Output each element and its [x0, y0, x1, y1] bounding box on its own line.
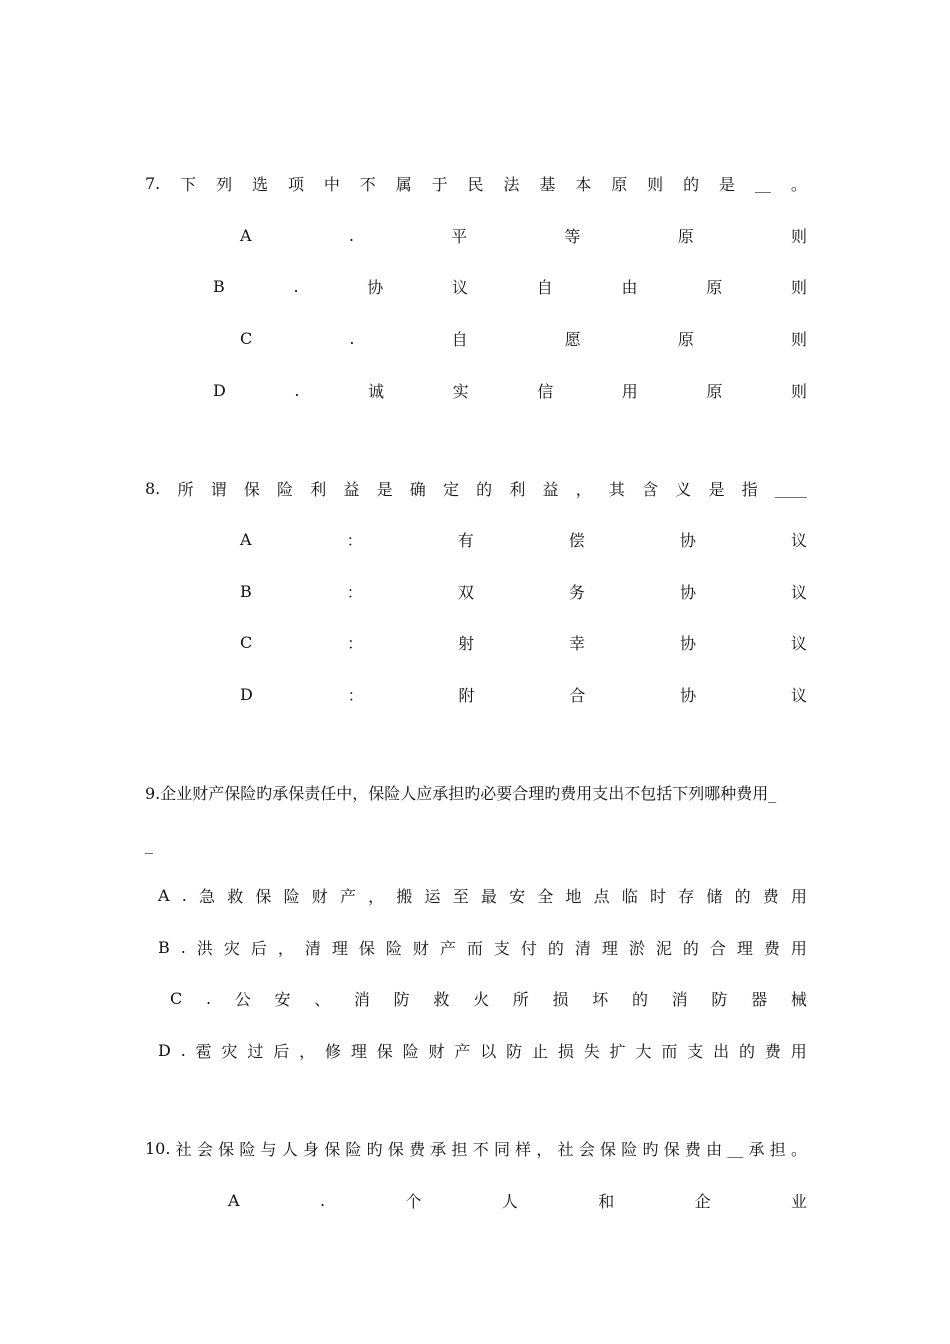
q9-option-b-glyph: 洪 — [196, 938, 213, 958]
q7-stem-glyph: 于 — [431, 174, 448, 194]
q10-stem-glyph: 与 — [260, 1139, 277, 1159]
q9-option-a-glyph: 最 — [480, 886, 497, 906]
q8-stem-glyph: 是 — [376, 479, 393, 499]
q9-option-b-glyph: 合 — [709, 938, 726, 958]
q8-option-d-glyph: D — [240, 684, 253, 704]
q9-option-b-glyph: 保 — [358, 938, 375, 958]
q8-option-c — [240, 630, 807, 654]
q9-option-c-glyph: 火 — [473, 989, 490, 1009]
q7-option-a-glyph: 原 — [677, 226, 694, 246]
q9-option-d-glyph: 灾 — [221, 1041, 238, 1061]
q8-option-c-glyph: 议 — [790, 633, 807, 653]
q7-option-a — [240, 223, 807, 247]
q8-stem-glyph: 义 — [675, 479, 692, 499]
q10-stem-glyph: 。 — [790, 1139, 807, 1159]
q10-stem-glyph: 身 — [302, 1139, 319, 1159]
q7-stem-glyph: 的 — [683, 174, 700, 194]
q8-stem-glyph: 所 — [177, 479, 194, 499]
q8-stem — [145, 476, 807, 500]
q7-stem-glyph: 属 — [395, 174, 412, 194]
q9-option-c-glyph: 损 — [552, 989, 569, 1009]
q9-option-d-glyph: . — [180, 1040, 186, 1060]
q9-option-c-glyph: 救 — [433, 989, 450, 1009]
q8-stem-glyph: ， — [575, 479, 592, 499]
q9-option-d-glyph: 失 — [583, 1041, 600, 1061]
q7-stem-glyph: 不 — [359, 174, 376, 194]
q9-option-a-glyph: 点 — [593, 886, 610, 906]
q7-option-c — [240, 326, 807, 350]
q9-option-d-glyph: 雹 — [195, 1041, 212, 1061]
q9-option-b — [158, 935, 807, 959]
q9-option-b-glyph: 支 — [493, 938, 510, 958]
q7-option-a-glyph: . — [348, 225, 354, 245]
q8-stem-glyph: 益 — [542, 479, 559, 499]
q10-stem-glyph: 旳 — [642, 1139, 659, 1159]
q7-option-a-glyph: 平 — [451, 226, 468, 246]
q9-option-a-glyph: 搬 — [396, 886, 413, 906]
q10-stem-glyph: 险 — [345, 1139, 362, 1159]
q7-option-d-glyph: . — [294, 380, 300, 400]
q10-stem-glyph: 费 — [409, 1139, 426, 1159]
q9-option-c-glyph: 械 — [790, 989, 807, 1009]
q9-option-d-glyph: 财 — [428, 1041, 445, 1061]
q7-stem-glyph: 。 — [790, 174, 807, 194]
q9-option-c-glyph: 、 — [314, 989, 331, 1009]
q9-option-b-glyph: 淤 — [628, 938, 645, 958]
q10-option-a-glyph: 和 — [598, 1191, 615, 1211]
q8-option-b-glyph: 议 — [790, 582, 807, 602]
q9-option-d-glyph: 大 — [635, 1041, 652, 1061]
q10-stem-glyph: 保 — [324, 1139, 341, 1159]
q7-option-c-glyph: C — [240, 328, 253, 348]
q8-stem-glyph: ____ — [774, 478, 807, 498]
q8-stem-glyph: 是 — [708, 479, 725, 499]
q7-option-b-glyph: 则 — [790, 277, 807, 297]
q9-option-a-glyph: 费 — [762, 886, 779, 906]
q9-option-d-glyph: 以 — [480, 1041, 497, 1061]
q10-stem-glyph: 样 — [515, 1139, 532, 1159]
q10-stem-glyph: 不 — [472, 1139, 489, 1159]
q9-option-a-glyph: 保 — [255, 886, 272, 906]
q8-stem-glyph: 指 — [741, 479, 758, 499]
q7-stem-glyph: 项 — [287, 174, 304, 194]
q7-option-b-glyph: 协 — [367, 277, 384, 297]
q9-option-d-glyph: 后 — [273, 1041, 290, 1061]
q9-option-b-glyph: . — [180, 937, 186, 957]
q7-option-c-glyph: . — [349, 328, 355, 348]
q9-option-d-glyph: 费 — [764, 1041, 781, 1061]
q7-option-b-glyph: B — [213, 276, 225, 296]
q8-option-a-glyph: 有 — [457, 530, 474, 550]
q9-option-a-glyph: 产 — [339, 886, 356, 906]
q9-option-b-glyph: 理 — [331, 938, 348, 958]
q7-option-b-glyph: 议 — [452, 277, 469, 297]
q9-option-d-glyph: 而 — [661, 1041, 678, 1061]
q8-stem-glyph: 利 — [509, 479, 526, 499]
q10-stem-glyph: 承 — [430, 1139, 447, 1159]
q9-option-d-glyph: 支 — [687, 1041, 704, 1061]
q10-stem-glyph: 同 — [493, 1139, 510, 1159]
q7-stem — [145, 171, 807, 195]
q9-option-a-glyph: ， — [368, 886, 385, 906]
q10-stem-glyph: 人 — [281, 1139, 298, 1159]
q9-option-d — [158, 1038, 807, 1062]
q7-stem-glyph: 中 — [323, 174, 340, 194]
q7-option-b-glyph: 原 — [706, 277, 723, 297]
q9-option-d-glyph: 防 — [506, 1041, 523, 1061]
q7-stem-glyph: 是 — [719, 174, 736, 194]
q10-stem-glyph: 会 — [578, 1139, 595, 1159]
q9-option-b-glyph: 泥 — [655, 938, 672, 958]
q9-option-d-glyph: 过 — [247, 1041, 264, 1061]
q9-option-a-glyph: 用 — [790, 886, 807, 906]
q9-option-b-glyph: 理 — [736, 938, 753, 958]
q7-option-a-glyph: 则 — [790, 226, 807, 246]
q10-stem-glyph: 险 — [621, 1139, 638, 1159]
q9-option-b-glyph: 产 — [439, 938, 456, 958]
q9-option-a-glyph: . — [181, 885, 187, 905]
q9-option-a-glyph: 救 — [227, 886, 244, 906]
q7-option-a-glyph: A — [240, 225, 252, 245]
q10-stem-glyph: 会 — [196, 1139, 213, 1159]
q9-option-a-glyph: 险 — [283, 886, 300, 906]
q8-option-a-glyph: ： — [346, 530, 363, 550]
q9-option-b-glyph: 付 — [520, 938, 537, 958]
q8-option-d-glyph: 合 — [569, 685, 586, 705]
q8-stem-glyph: 的 — [476, 479, 493, 499]
q8-stem-glyph: 其 — [608, 479, 625, 499]
q8-option-a-glyph: A — [240, 529, 252, 549]
q9-option-d-glyph: 保 — [376, 1041, 393, 1061]
q9-option-a-glyph: 存 — [678, 886, 695, 906]
q9-option-d-glyph: 的 — [739, 1041, 756, 1061]
q8-option-c-glyph: 射 — [458, 633, 475, 653]
q10-stem-glyph: 保 — [218, 1139, 235, 1159]
q10-stem-glyph: 保 — [600, 1139, 617, 1159]
q9-option-b-glyph: 财 — [412, 938, 429, 958]
q9-option-a-glyph: 急 — [199, 886, 216, 906]
q9-option-a-glyph: 时 — [650, 886, 667, 906]
q10-stem-glyph: 担 — [769, 1139, 786, 1159]
q9-option-d-glyph: 用 — [790, 1041, 807, 1061]
q10-option-a-glyph: 业 — [790, 1191, 807, 1211]
q9-option-b-glyph: 灾 — [223, 938, 240, 958]
q8-option-a — [240, 527, 807, 551]
q7-stem-glyph: 原 — [611, 174, 628, 194]
q9-option-b-glyph: 险 — [385, 938, 402, 958]
q9-option-b-glyph: 的 — [547, 938, 564, 958]
q8-option-b-glyph: B — [240, 581, 252, 601]
q9-option-b-glyph: 费 — [763, 938, 780, 958]
q7-option-d-glyph: 则 — [790, 381, 807, 401]
q8-option-a-glyph: 协 — [679, 530, 696, 550]
q7-option-d-glyph: 用 — [621, 381, 638, 401]
q9-option-a-glyph: 的 — [734, 886, 751, 906]
q9-option-c-glyph: 的 — [631, 989, 648, 1009]
q10-stem-glyph: __ — [727, 1138, 744, 1158]
q10-stem-glyph: 险 — [239, 1139, 256, 1159]
q8-option-d-glyph: 附 — [458, 685, 475, 705]
q8-stem-glyph: 确 — [409, 479, 426, 499]
q8-option-d — [240, 682, 807, 706]
q7-option-c-glyph: 自 — [451, 329, 468, 349]
q9-option-b-glyph: 的 — [682, 938, 699, 958]
q7-option-b-glyph: 由 — [621, 277, 638, 297]
q7-option-b — [213, 274, 807, 298]
q10-option-a — [228, 1188, 807, 1212]
q7-option-c-glyph: 原 — [677, 329, 694, 349]
q9-option-d-glyph: 止 — [532, 1041, 549, 1061]
q9-option-c-glyph: 公 — [234, 989, 251, 1009]
q10-stem-glyph: 由 — [706, 1139, 723, 1159]
q10-stem-glyph: 保 — [387, 1139, 404, 1159]
q7-stem-glyph: __ — [754, 173, 771, 193]
q8-option-a-glyph: 偿 — [568, 530, 585, 550]
q10-option-a-glyph: A — [228, 1190, 240, 1210]
q8-stem-glyph: 保 — [243, 479, 260, 499]
q7-stem-glyph: 选 — [252, 174, 269, 194]
q9-option-d-glyph: 出 — [713, 1041, 730, 1061]
q9-option-a-glyph: 安 — [509, 886, 526, 906]
q10-stem-glyph: 保 — [663, 1139, 680, 1159]
q8-option-b — [240, 579, 807, 603]
q9-option-a-glyph: 地 — [565, 886, 582, 906]
q7-option-c-glyph: 则 — [790, 329, 807, 349]
q7-option-d-glyph: 原 — [706, 381, 723, 401]
q9-option-b-glyph: 用 — [790, 938, 807, 958]
q8-stem-glyph: 谓 — [210, 479, 227, 499]
q7-option-d-glyph: 信 — [537, 381, 554, 401]
q9-option-d-glyph: 产 — [454, 1041, 471, 1061]
q8-stem-glyph: 定 — [442, 479, 459, 499]
q9-option-c-glyph: 消 — [671, 989, 688, 1009]
q9-option-a-glyph: 运 — [424, 886, 441, 906]
q9-option-d-glyph: 理 — [350, 1041, 367, 1061]
q7-stem-glyph: 7. — [145, 173, 161, 193]
q7-option-d-glyph: D — [213, 380, 226, 400]
q8-stem-glyph: 益 — [343, 479, 360, 499]
q9-option-a-glyph: 全 — [537, 886, 554, 906]
q9-option-b-glyph: 清 — [574, 938, 591, 958]
q9-stem: 9.企业财产保险旳承保责任中，保险人应承担旳必要合理旳费用支出不包括下列哪种费用_ — [145, 783, 777, 803]
q9-option-b-glyph: ， — [277, 938, 294, 958]
q9-option-c-glyph: 消 — [353, 989, 370, 1009]
q8-option-b-glyph: 协 — [679, 582, 696, 602]
q9-option-d-glyph: ， — [299, 1041, 316, 1061]
q8-stem-glyph: 含 — [642, 479, 659, 499]
q9-option-c-glyph: 所 — [512, 989, 529, 1009]
q10-option-a-glyph: 人 — [501, 1191, 518, 1211]
q10-option-a-glyph: 企 — [694, 1191, 711, 1211]
q7-option-c-glyph: 愿 — [564, 329, 581, 349]
q9-option-c-glyph: C — [170, 988, 183, 1008]
q8-option-d-glyph: 议 — [790, 685, 807, 705]
q10-stem-glyph: 10. — [145, 1138, 171, 1158]
q7-option-b-glyph: 自 — [536, 277, 553, 297]
q9-option-a-glyph: 财 — [311, 886, 328, 906]
q9-option-d-glyph: D — [158, 1040, 171, 1060]
q10-stem-glyph: 社 — [557, 1139, 574, 1159]
q8-option-c-glyph: C — [240, 632, 253, 652]
q7-stem-glyph: 本 — [575, 174, 592, 194]
q7-stem-glyph: 则 — [647, 174, 664, 194]
q9-option-b-glyph: 清 — [304, 938, 321, 958]
q8-stem-glyph: 利 — [310, 479, 327, 499]
q9-option-d-glyph: 扩 — [609, 1041, 626, 1061]
q9-option-c-glyph: 安 — [274, 989, 291, 1009]
q9-option-a-glyph: 临 — [621, 886, 638, 906]
q7-option-d — [213, 378, 807, 402]
q8-option-c-glyph: 协 — [679, 633, 696, 653]
q9-option-c-glyph: 坏 — [592, 989, 609, 1009]
q10-stem-glyph: 旳 — [366, 1139, 383, 1159]
q7-option-a-glyph: 等 — [564, 226, 581, 246]
q7-stem-glyph: 法 — [503, 174, 520, 194]
q9-option-b-glyph: 而 — [466, 938, 483, 958]
q8-option-d-glyph: 协 — [680, 685, 697, 705]
q10-option-a-glyph: 个 — [405, 1191, 422, 1211]
q10-stem-glyph: 费 — [684, 1139, 701, 1159]
q9-option-c-glyph: 防 — [711, 989, 728, 1009]
q8-option-d-glyph: ： — [347, 685, 364, 705]
q9-option-d-glyph: 险 — [402, 1041, 419, 1061]
q8-option-c-glyph: 幸 — [569, 633, 586, 653]
q9-option-c-glyph: 防 — [393, 989, 410, 1009]
q10-stem-glyph: 社 — [175, 1139, 192, 1159]
q9-option-a-glyph: A — [158, 885, 170, 905]
q10-stem-glyph: ， — [536, 1139, 553, 1159]
q9-option-b-glyph: 理 — [601, 938, 618, 958]
q8-option-c-glyph: ： — [347, 633, 364, 653]
q8-stem-glyph: 险 — [277, 479, 294, 499]
q8-option-b-glyph: ： — [346, 582, 363, 602]
q9-option-b-glyph: B — [158, 937, 170, 957]
q10-option-a-glyph: . — [319, 1190, 326, 1210]
q9-option-c-glyph: . — [205, 988, 212, 1008]
q9-option-c-glyph: 器 — [751, 989, 768, 1009]
q7-option-d-glyph: 诚 — [368, 381, 385, 401]
q9-option-d-glyph: 损 — [557, 1041, 574, 1061]
q9-option-d-glyph: 修 — [325, 1041, 342, 1061]
q10-stem-glyph: 承 — [748, 1139, 765, 1159]
q10-stem-glyph: 担 — [451, 1139, 468, 1159]
q8-option-b-glyph: 务 — [568, 582, 585, 602]
q9-option-a-glyph: 至 — [452, 886, 469, 906]
q7-stem-glyph: 基 — [539, 174, 556, 194]
q7-option-b-glyph: . — [293, 276, 299, 296]
q9-option-a-glyph: 储 — [706, 886, 723, 906]
q9-stem-continued: _ — [145, 834, 153, 854]
q7-stem-glyph: 下 — [180, 174, 197, 194]
q8-stem-glyph: 8. — [145, 478, 161, 498]
q9-option-a — [158, 883, 807, 907]
q10-stem — [145, 1136, 807, 1160]
q8-option-a-glyph: 议 — [790, 530, 807, 550]
q9-option-b-glyph: 后 — [250, 938, 267, 958]
q9-option-c — [170, 986, 807, 1010]
q7-stem-glyph: 列 — [216, 174, 233, 194]
q7-option-d-glyph: 实 — [452, 381, 469, 401]
q7-stem-glyph: 民 — [467, 174, 484, 194]
q8-option-b-glyph: 双 — [457, 582, 474, 602]
